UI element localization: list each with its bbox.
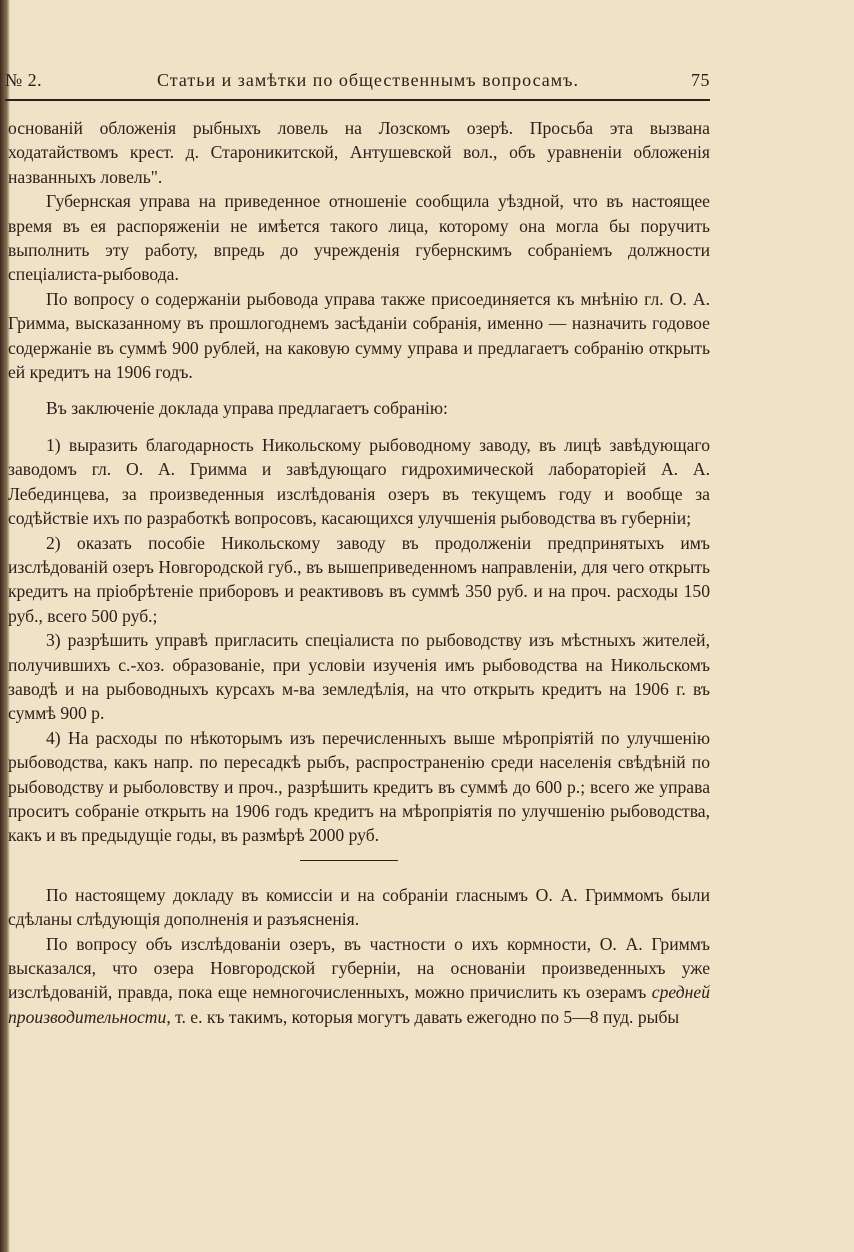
page-header	[5, 70, 710, 98]
text-run: По вопросу объ изслѣдованіи озеръ, въ частности о ихъ кормности, О. А. Гриммъ высказался, что озера Новгородской губерніи, на основаніи произведенныхъ уже изслѣдованій, правда, пока еще немногочисленныхъ, можно причислить къ озерамъ	[8, 933, 710, 1003]
emphasis-text: средней производительности	[8, 982, 710, 1027]
section-separator	[300, 860, 398, 861]
list-item: 1) выразить благодарность Никольскому рыбоводному заводу, въ лицѣ завѣдующаго заводомъ гл. О. А. Гримма и завѣдующаго гидрохимической лабораторіей А. А. Лебединцева, за произведенныя изслѣдованія озеръ въ текущемъ году и вообще за содѣйствіе ихъ по разработкѣ вопросовъ, касающихся улучшенія рыбоводства въ губерніи;	[8, 434, 710, 529]
header-rule	[5, 99, 710, 101]
list-item: 2) оказать пособіе Никольскому заводу въ продолженіи предпринятыхъ имъ изслѣдованій озеръ Новгородской губ., въ вышеприведенномъ направленіи, для чего открыть кредитъ на пріобрѣтеніе приборовъ и реактивовъ въ суммѣ 350 руб. и на проч. расходы 150 руб., всего 500 руб.;	[8, 532, 710, 626]
paragraph: По настоящему докладу въ комиссіи и на собраніи гласнымъ О. А. Гриммомъ были сдѣланы слѣдующія дополненія и разъясненія.	[8, 884, 710, 930]
list-item: 4) На расходы по нѣкоторымъ изъ перечисленныхъ выше мѣропріятій по улучшенію рыбоводства, какъ напр. по пересадкѣ рыбъ, распространенію среди населенія свѣдѣній по рыбоводству и рыболовству и проч., разрѣшить кредитъ въ суммѣ до 600 р.; всего же управа проситъ собраніе открыть на 1906 годъ кредитъ на мѣропріятія по улучшенію рыбоводства, какъ и въ предыдущіе годы, въ размѣрѣ 2000 руб.	[8, 727, 710, 846]
paragraph: По вопросу о содержаніи рыбовода управа также присоединяется къ мнѣнію гл. О. А. Гримма, высказанному въ прошлогоднемъ засѣданіи собранія, именно — назначить годовое содержаніе въ суммѣ 900 рублей, на каковую сумму управа и предлагаетъ собранію открыть ей кредитъ на 1906 годъ.	[8, 288, 710, 383]
page-number: 75	[691, 70, 710, 90]
list-item: 3) разрѣшить управѣ пригласить спеціалиста по рыбоводству изъ мѣстныхъ жителей, получившихъ с.-хоз. образованіе, при условіи изученія имъ рыбоводства на Никольскомъ заводѣ и на рыбоводныхъ курсахъ м-ва земледѣлія, на что открыть кредитъ на 1906 г. въ суммѣ 900 р.	[8, 630, 710, 724]
paragraph: основаній обложенія рыбныхъ ловель на Лозскомъ озерѣ. Просьба эта вызвана ходатайствомъ крест. д. Староникитской, Антушевской вол., объ уравненіи обложенія названныхъ ловель".	[8, 118, 710, 187]
paragraph: Губернская управа на приведенное отношеніе сообщила уѣздной, что въ настоящее время въ ея распоряженіи не имѣется такого лица, которому она могла бы поручить выполнить эту работу, впредь до учрежденія губернскимъ собраніемъ должности спеціалиста-рыбовода.	[8, 191, 710, 285]
text-run: , т. е. къ такимъ, которыя могутъ давать ежегодно по 5—8 пуд. рыбы	[166, 1006, 680, 1027]
paragraph: Въ заключеніе доклада управа предлагаетъ собранію:	[46, 398, 448, 419]
paragraph	[8, 932, 710, 1030]
issue-number: № 2.	[5, 70, 43, 90]
running-title: Статьи и замѣтки по общественнымъ вопросамъ.	[157, 70, 579, 90]
body-text	[8, 116, 710, 1029]
